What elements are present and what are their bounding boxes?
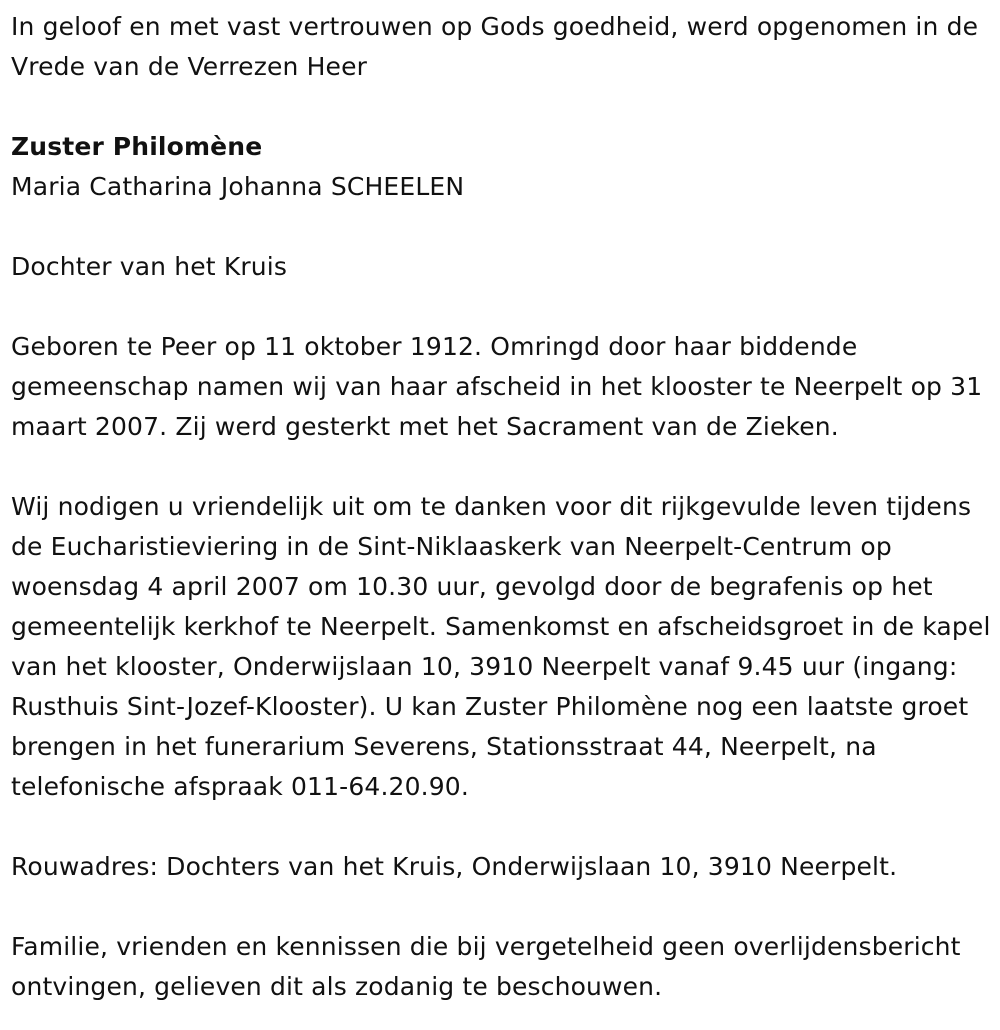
closing-paragraph: Familie, vrienden en kennissen die bij vergetelheid geen overlijdensbericht ontvingen, gelieven dit als zodanig te beschouwen.: [11, 932, 961, 1001]
congregation: Dochter van het Kruis: [11, 252, 288, 281]
birth-death-paragraph: Geboren te Peer op 11 oktober 1912. Omringd door haar biddende gemeenschap namen wij van haar afscheid in het klooster te Neerpelt op 31 maart 2007. Zij werd gesterkt met het Sacrament van de Zieken.: [11, 332, 983, 441]
funeral-paragraph: Wij nodigen u vriendelijk uit om te danken voor dit rijkgevulde leven tijdens de Eucharistieviering in de Sint-Niklaaskerk van Neerpelt-Centrum op woensdag 4 april 2007 om 10.30 uur, gevolgd door de begrafenis op het gemeentelijk kerkhof te Neerpelt. Samenkomst en afscheidsgroet in de kapel van het klooster, Onderwijslaan 10, 3910 Neerpelt vanaf 9.45 uur (ingang: Rusthuis Sint-Jozef-Klooster). U kan Zuster Philomène nog een laatste groet brengen in het funerarium Severens, Stationsstraat 44, Neerpelt, na telefonische afspraak 011-64.20.90.: [11, 492, 991, 801]
religious-name: Zuster Philomène: [11, 132, 263, 161]
mourning-address: Rouwadres: Dochters van het Kruis, Onderwijslaan 10, 3910 Neerpelt.: [11, 852, 898, 881]
civil-name: Maria Catharina Johanna SCHEELEN: [11, 172, 465, 201]
intro-paragraph: In geloof en met vast vertrouwen op Gods goedheid, werd opgenomen in de Vrede van de Verrezen Heer: [11, 12, 979, 81]
